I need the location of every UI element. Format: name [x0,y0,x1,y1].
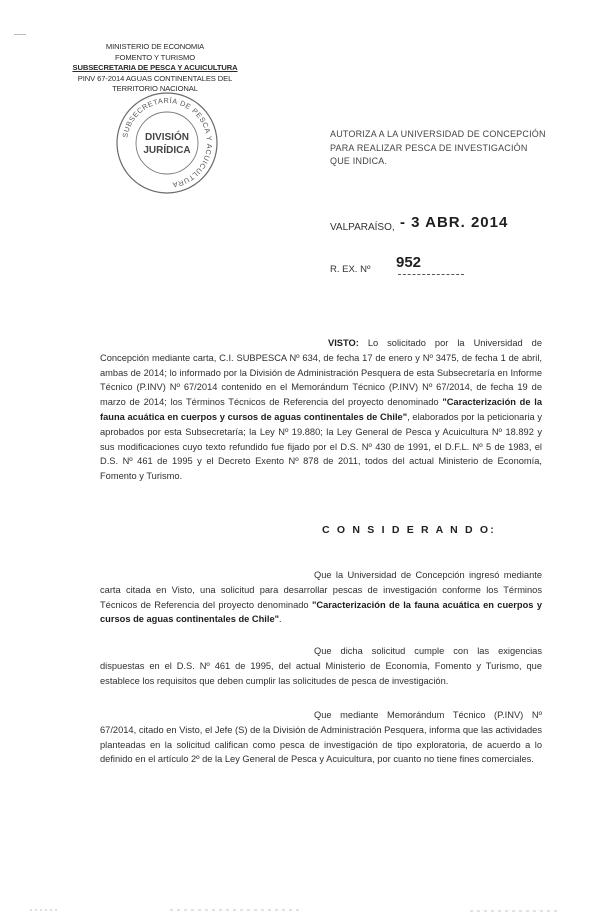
considerando-heading: C O N S I D E R A N D O: [322,524,496,536]
ministry-subtitle: FOMENTO Y TURISMO [114,52,195,62]
resolution-date: - 3 ABR. 2014 [400,214,509,231]
visto-project-title: "Caracterización de la fauna acuática en cuerpos y cursos de aguas continentales de Chile" [100,397,542,422]
scan-mark [14,34,26,35]
visto-text-a: Lo solicitado por la Universidad de Concepción mediante carta, C.I. SUBPESCA Nº 634, de fecha 17 de enero y Nº 3475, de fecha 1 de abril, ambas de 2014; lo informado por la División de Administración Pesquera de esta Subsecretaría en Informe Técnico (P.INV) Nº 67/2014 contenido en el Memorándum Técnico (P.INV) Nº 67/2014, de fecha 19 de marzo de 2014; los Términos Técnicos de Referencia del proyecto denominado [100,338,542,408]
resolution-number-line [398,274,464,275]
considerando-1-project-title: "Caracterización de la fauna acuática en cuerpos y cursos de aguas continentales de Chile" [100,599,542,625]
visto-paragraph [100,336,542,484]
city: VALPARAÍSO, [330,222,395,233]
considerando-1-text: Que la Universidad de Concepción ingresó mediante carta citada en Visto, una solicitud para desarrollar pescas de investigación conforme los Términos Técnicos de Referencia del proyecto denominado [100,570,542,610]
considerando-paragraph-3: Que mediante Memorándum Técnico (P.INV) Nº 67/2014, citado en Visto, el Jefe (S) de la División de Administración Pesquera, informa que las actividades planteadas en la solicitud califican como pesca de investigación de tipo exploratoria, de acuerdo a lo definido en el artículo 2º de la Ley General de Pesca y Acuicultura, por cuanto no tiene fines comerciales. [100,710,542,765]
resolution-number: 952 [396,254,422,271]
visto-label: VISTO: [328,338,359,348]
resolution-label: R. EX. Nº [330,264,371,275]
division-juridica-stamp [112,88,222,198]
considerando-paragraph-2: Que dicha solicitud cumple con las exigencias dispuestas en el D.S. Nº 461 de 1995, del actual Ministerio de Economía, Fomento y Turismo, que establece los requisitos que deben cumplir las solicitudes de pesca de investigación. [100,646,542,686]
file-reference-cont: TERRITORIO NACIONAL [112,84,198,94]
subsecretaria-name: SUBSECRETARIA DE PESCA Y ACUICULTURA [72,63,238,73]
page-footer-marks [0,906,600,918]
considerando-paragraph-1 [100,568,542,627]
file-reference: PINV 67-2014 AGUAS CONTINENTALES DEL [77,73,233,83]
resolution-subject: AUTORIZA A LA UNIVERSIDAD DE CONCEPCIÓN PARA REALIZAR PESCA DE INVESTIGACIÓN QUE INDICA. [330,129,546,167]
stamp-ring-text: SUBSECRETARÍA DE PESCA Y ACUICULTURA [120,95,215,190]
ministry-name: MINISTERIO DE ECONOMIA [105,42,205,51]
visto-text-b: , elaborados por la peticionaria y aprobados por esta Subsecretaría; la Ley Nº 19.880; la Ley General de Pesca y Acuicultura Nº 18.892 y sus modificaciones cuyo texto refundido fue fijado por el D.S. Nº 430 de 1991, el D.F.L. Nº 5 de 1983, el D.S. Nº 461 de 1995 y el Decreto Exento Nº 878 de 2011, todos del actual Ministerio de Economía, Fomento y Turismo. [100,411,543,482]
stamp-center-line1: DIVISIÓN [145,132,189,143]
considerando-1-end: . [279,614,282,625]
stamp-center-line2: JURÍDICA [143,145,191,156]
